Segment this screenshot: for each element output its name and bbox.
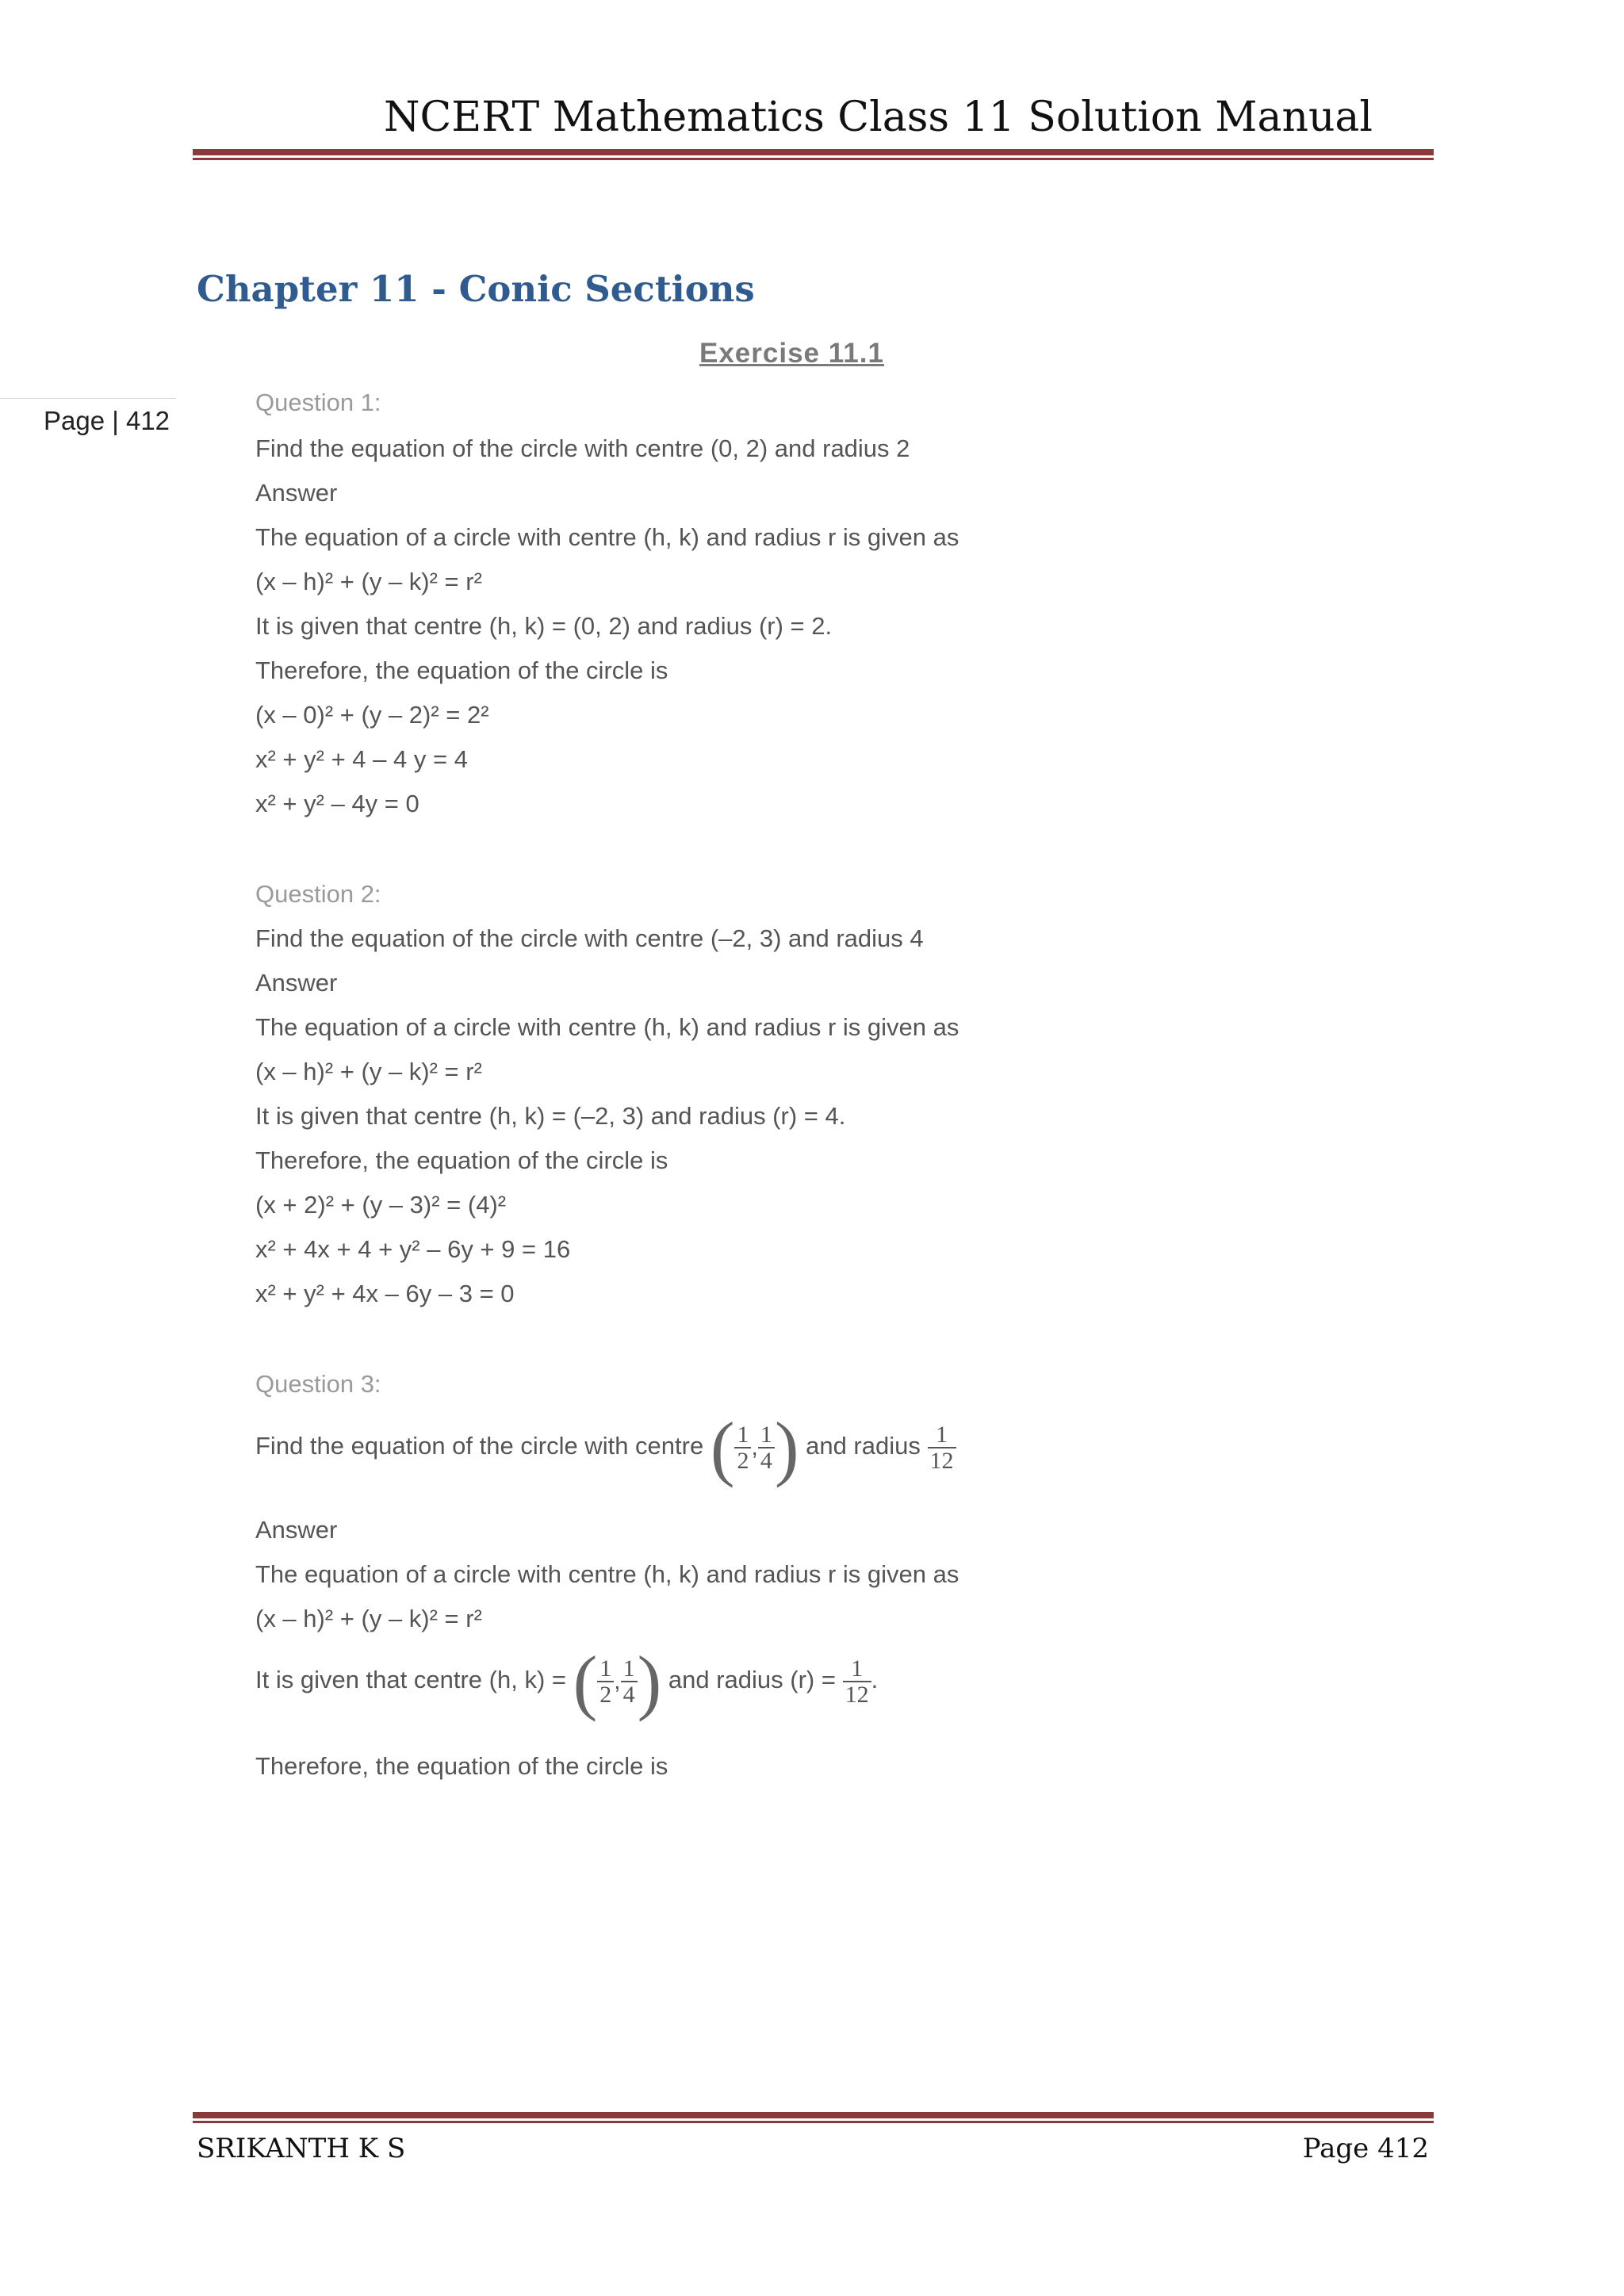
q1-line-5: (x – 0)² + (y – 2)² = 2² [255, 701, 489, 729]
question-1-answer-label: Answer [255, 479, 338, 507]
footer-rule [193, 2112, 1434, 2123]
q1-line-6: x² + y² + 4 – 4 y = 4 [255, 745, 468, 773]
footer-page-number: Page 412 [1302, 2133, 1429, 2164]
question-3-label: Question 3: [255, 1370, 381, 1398]
question-1-text: Find the equation of the circle with centre (0, 2) and radius 2 [255, 434, 910, 462]
q1-line-3: It is given that centre (h, k) = (0, 2) and radius (r) = 2. [255, 612, 833, 640]
q2-line-6: x² + 4x + 4 + y² – 6y + 9 = 16 [255, 1235, 571, 1263]
q2-line-5: (x + 2)² + (y – 3)² = (4)² [255, 1191, 507, 1219]
chapter-title: Chapter 11 - Conic Sections [197, 268, 755, 310]
radius-fraction: $\frac{1}{12}$ [928, 1422, 956, 1474]
q3-text-prefix: Find the equation of the circle with centre [255, 1432, 704, 1460]
open-paren: ( [573, 1641, 598, 1722]
q1-line-7: x² + y² – 4y = 0 [255, 790, 419, 817]
q3-line-2: (x – h)² + (y – k)² = r² [255, 1605, 482, 1632]
centre-y-fraction: $\frac{1}{4}$ [758, 1422, 775, 1474]
q3-text-mid: and radius [806, 1432, 921, 1460]
footer-author: SRIKANTH K S [197, 2133, 406, 2164]
question-3-text: Find the equation of the circle with centre ( $\frac{1}{2}$ , $\frac{1}{4}$ ) and radius $\frac{1}{12}$ [255, 1411, 956, 1484]
radius-fraction: $\frac{1}{12}$ [843, 1656, 871, 1708]
q2-line-4: Therefore, the equation of the circle is [255, 1146, 668, 1174]
question-1-label: Question 1: [255, 388, 381, 416]
q3-line-4: Therefore, the equation of the circle is [255, 1752, 668, 1780]
q2-line-1: The equation of a circle with centre (h, k) and radius r is given as [255, 1013, 959, 1041]
centre-x-fraction: $\frac{1}{2}$ [734, 1422, 751, 1474]
q1-line-1: The equation of a circle with centre (h, k) and radius r is given as [255, 523, 959, 551]
q1-line-4: Therefore, the equation of the circle is [255, 656, 668, 684]
q3-line-3: It is given that centre (h, k) = ( $\frac{1}{2}$ , $\frac{1}{4}$ ) and radius (r) = $\frac{1}{12}$ . [255, 1641, 879, 1722]
close-paren: ) [637, 1641, 662, 1722]
page-header-title: NCERT Mathematics Class 11 Solution Manual [384, 94, 1373, 141]
open-paren: ( [710, 1407, 735, 1488]
q2-line-3: It is given that centre (h, k) = (–2, 3) and radius (r) = 4. [255, 1102, 846, 1130]
header-rule [193, 149, 1434, 160]
centre-x-fraction: $\frac{1}{2}$ [597, 1656, 614, 1708]
question-3-answer-label: Answer [255, 1516, 338, 1544]
q1-line-2: (x – h)² + (y – k)² = r² [255, 568, 482, 595]
q2-line-2: (x – h)² + (y – k)² = r² [255, 1058, 482, 1085]
question-2-answer-label: Answer [255, 969, 338, 997]
q3-line-3-prefix: It is given that centre (h, k) = [255, 1666, 566, 1694]
centre-y-fraction: $\frac{1}{4}$ [621, 1656, 638, 1708]
q3-line-3-mid: and radius (r) = [668, 1666, 836, 1694]
side-page-divider [0, 398, 176, 399]
question-2-text: Find the equation of the circle with centre (–2, 3) and radius 4 [255, 924, 924, 952]
q2-line-7: x² + y² + 4x – 6y – 3 = 0 [255, 1280, 515, 1307]
exercise-title: Exercise 11.1 [699, 338, 884, 369]
side-page-number: Page | 412 [44, 406, 170, 435]
q3-line-1: The equation of a circle with centre (h, k) and radius r is given as [255, 1560, 959, 1588]
close-paren: ) [774, 1407, 799, 1488]
question-2-label: Question 2: [255, 880, 381, 908]
